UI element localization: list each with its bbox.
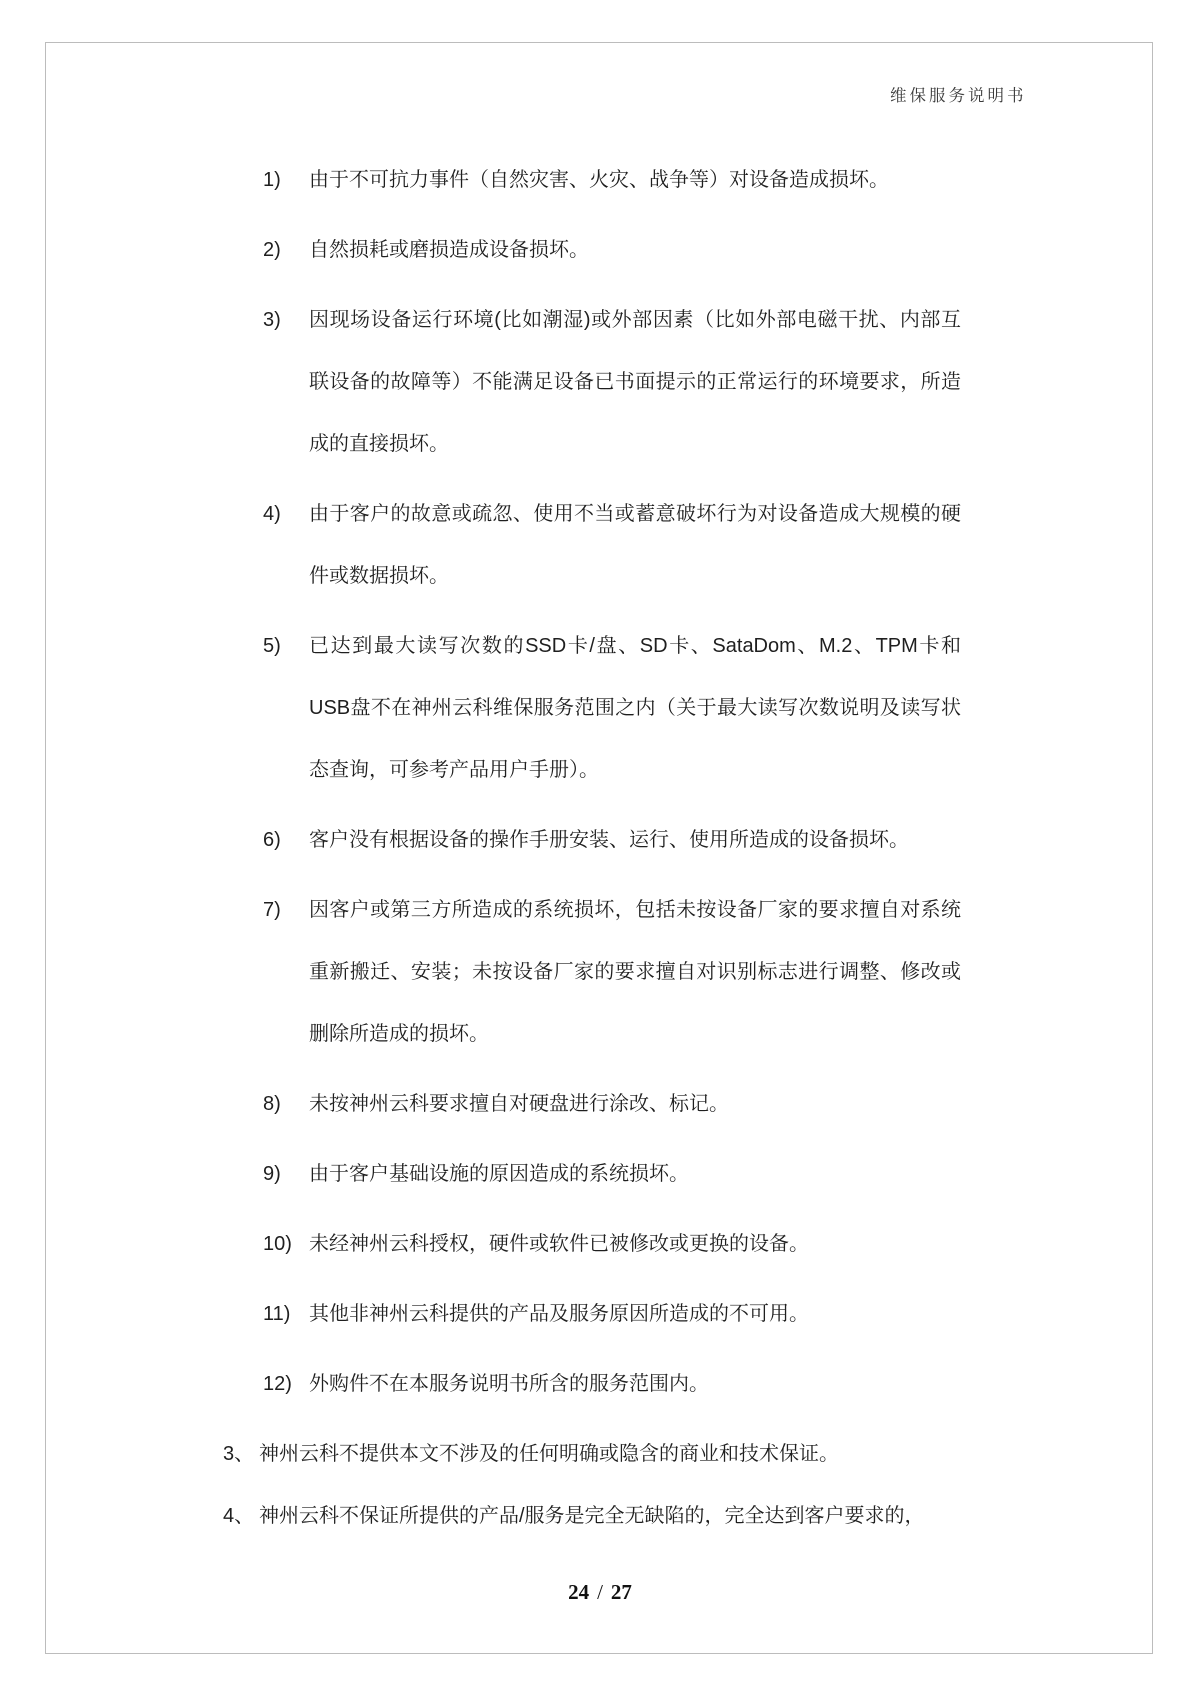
item-number: 10) xyxy=(263,1233,292,1255)
item-text: 因客户或第三方所造成的系统损坏，包括未按设备厂家的要求擅自对系统重新搬迁、安装；未按设备厂家的要求擅自对识别标志进行调整、修改或删除所造成的损坏。 xyxy=(309,899,961,1045)
list-item xyxy=(263,483,1200,607)
item-number: 8) xyxy=(263,1093,281,1115)
list-item xyxy=(263,1143,1200,1205)
item-number: 4、 xyxy=(223,1505,255,1527)
item-number: 9) xyxy=(263,1163,281,1185)
item-text: 未经神州云科授权，硬件或软件已被修改或更换的设备。 xyxy=(309,1233,809,1255)
exclusion-list xyxy=(0,149,1200,1547)
item-number: 3、 xyxy=(223,1443,255,1465)
item-text: 因现场设备运行环境(比如潮湿)或外部因素（比如外部电磁干扰、内部互联设备的故障等）不能满足设备已书面提示的正常运行的环境要求，所造成的直接损坏。 xyxy=(309,309,961,455)
list-item xyxy=(263,1283,1200,1345)
page-number-total: 27 xyxy=(610,1580,632,1604)
item-text: 由于客户的故意或疏忽、使用不当或蓄意破坏行为对设备造成大规模的硬件或数据损坏。 xyxy=(309,503,961,587)
list-item xyxy=(263,289,1200,475)
item-number: 1) xyxy=(263,169,281,191)
page-number-current: 24 xyxy=(568,1580,590,1604)
item-number: 2) xyxy=(263,239,281,261)
item-text: 神州云科不保证所提供的产品/服务是完全无缺陷的，完全达到客户要求的， xyxy=(259,1505,925,1527)
item-text: 神州云科不提供本文不涉及的任何明确或隐含的商业和技术保证。 xyxy=(259,1443,839,1465)
item-text: 由于不可抗力事件（自然灾害、火灾、战争等）对设备造成损坏。 xyxy=(309,169,889,191)
item-number: 3) xyxy=(263,309,281,331)
list-item xyxy=(263,1213,1200,1275)
list-item xyxy=(263,149,1200,211)
item-number: 6) xyxy=(263,829,281,851)
page-footer xyxy=(0,1580,1200,1605)
item-number: 4) xyxy=(263,503,281,525)
item-text: 未按神州云科要求擅自对硬盘进行涂改、标记。 xyxy=(309,1093,729,1115)
list-item xyxy=(263,809,1200,871)
list-item-main xyxy=(223,1423,1200,1485)
page-number-separator: / xyxy=(597,1580,603,1604)
item-number: 12) xyxy=(263,1373,292,1395)
item-text: 自然损耗或磨损造成设备损坏。 xyxy=(309,239,589,261)
item-text: 由于客户基础设施的原因造成的系统损坏。 xyxy=(309,1163,689,1185)
page-header-title: 维保服务说明书 xyxy=(890,87,1027,105)
item-number: 5) xyxy=(263,635,281,657)
item-text: 已达到最大读写次数的SSD卡/盘、SD卡、SataDom、M.2、TPM卡和USB盘不在神州云科维保服务范围之内（关于最大读写次数说明及读写状态查询，可参考产品用户手册）。 xyxy=(309,635,961,781)
list-item-main xyxy=(223,1485,1200,1547)
list-item xyxy=(263,1073,1200,1135)
item-number: 7) xyxy=(263,899,281,921)
list-item xyxy=(263,879,1200,1065)
item-text: 客户没有根据设备的操作手册安装、运行、使用所造成的设备损坏。 xyxy=(309,829,909,851)
list-item xyxy=(263,1353,1200,1415)
item-number: 11) xyxy=(263,1303,291,1325)
item-text: 外购件不在本服务说明书所含的服务范围内。 xyxy=(309,1373,709,1395)
list-item xyxy=(263,615,1200,801)
item-text: 其他非神州云科提供的产品及服务原因所造成的不可用。 xyxy=(309,1303,809,1325)
list-item xyxy=(263,219,1200,281)
